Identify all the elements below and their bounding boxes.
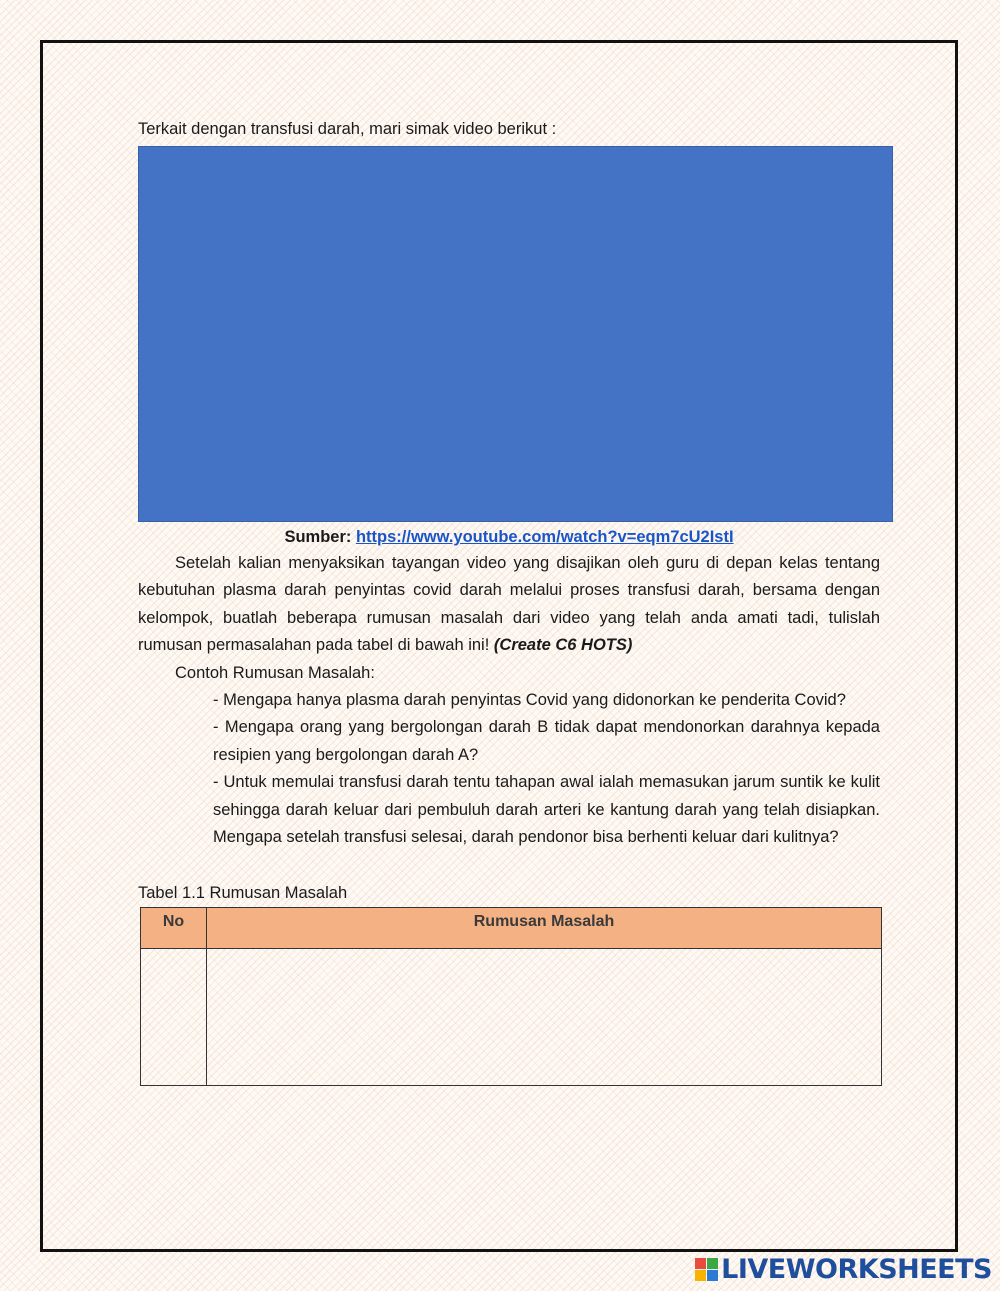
example-item: - Mengapa orang yang bergolongan darah B tidak dapat mendonorkan darahnya kepada resipien yang bergolongan darah A? <box>213 718 880 764</box>
example-item: - Mengapa hanya plasma darah penyintas Covid yang didonorkan ke penderita Covid? <box>213 691 846 710</box>
table-header-row <box>141 908 882 949</box>
examples-list <box>138 687 880 851</box>
cell-no-input[interactable] <box>141 949 207 1086</box>
header-no: No <box>141 908 207 949</box>
source-label: Sumber: <box>284 528 352 546</box>
logo-text: LIVEWORKSHEETS <box>721 1253 992 1285</box>
header-rumusan: Rumusan Masalah <box>207 908 882 949</box>
example-item: - Untuk memulai transfusi darah tentu tahapan awal ialah memasukan jarum suntik ke kulit sehingga darah keluar dari pembuluh darah arteri ke kantung darah yang telah disiapkan. Mengapa setelah transfusi selesai, darah pendonor bisa berhenti keluar dari kulitnya? <box>213 773 880 847</box>
hots-label: (Create C6 HOTS) <box>493 636 633 655</box>
cell-rumusan-input[interactable] <box>207 949 882 1086</box>
liveworksheets-logo <box>695 1251 992 1287</box>
worksheet-content <box>138 112 880 1086</box>
video-placeholder[interactable] <box>138 146 893 522</box>
table-caption: Tabel 1.1 Rumusan Masalah <box>138 884 348 903</box>
intro-text: Terkait dengan transfusi darah, mari simak video berikut : <box>138 120 557 138</box>
instruction-paragraph <box>138 550 880 660</box>
video-source <box>138 522 880 550</box>
logo-icon <box>695 1258 718 1281</box>
table-row <box>141 949 882 1086</box>
source-link[interactable]: https://www.youtube.com/watch?v=eqm7cU2IstI <box>355 528 734 546</box>
instruction-text: Setelah kalian menyaksikan tayangan video yang disajikan oleh guru di depan kelas tentang kebutuhan plasma darah penyintas covid darah melalui proses transfusi darah, bersama dengan kelompok, buatlah beberapa rumusan masalah dari video yang telah anda amati tadi, tulislah rumusan permasalahan pada tabel di bawah ini! <box>138 554 880 655</box>
examples-title: Contoh Rumusan Masalah: <box>175 663 375 682</box>
rumusan-table <box>140 907 882 1086</box>
